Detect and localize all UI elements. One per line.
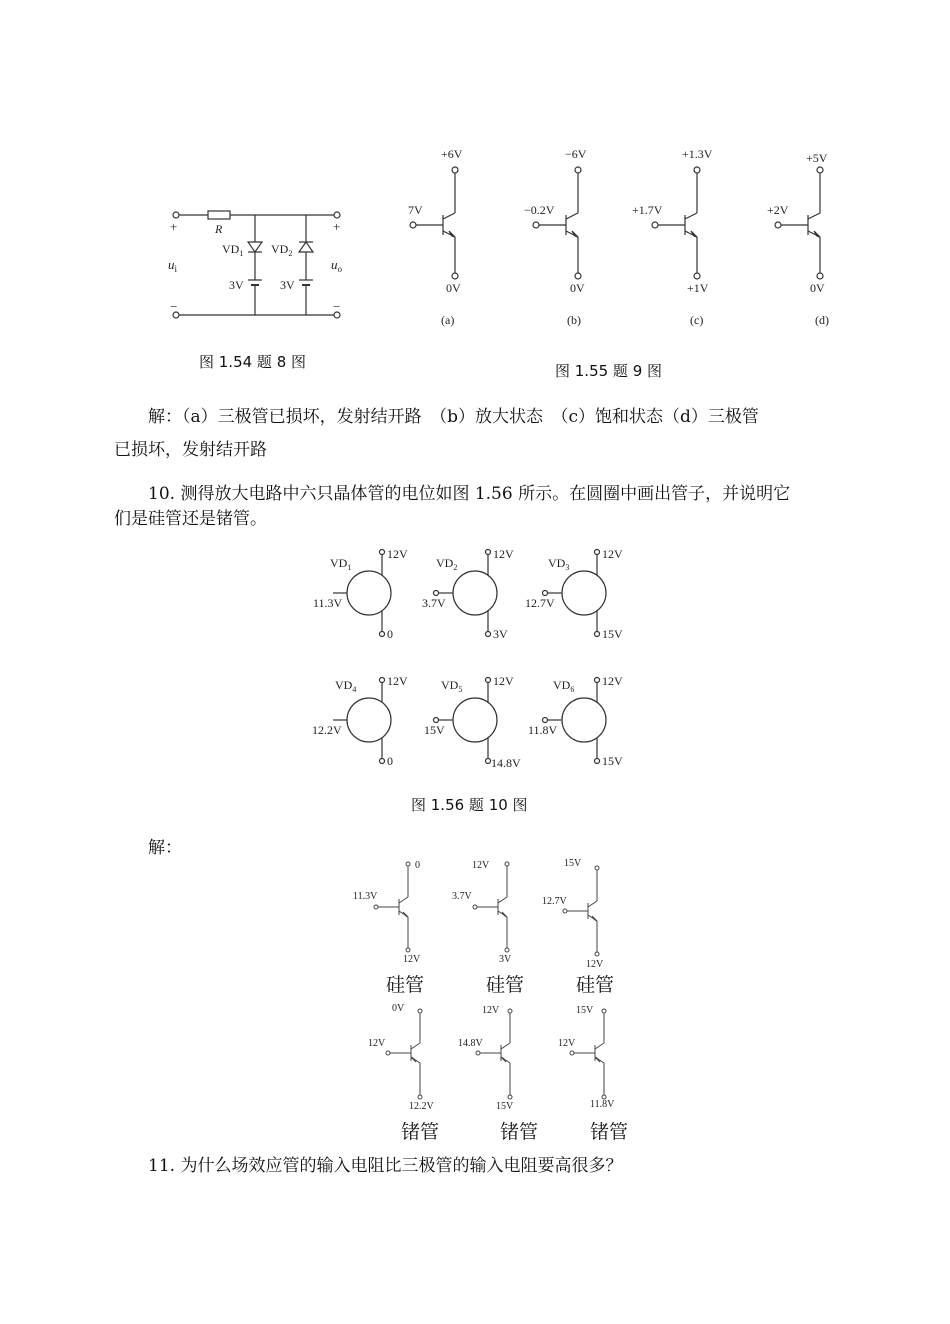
- fig156-vd3-top: 12V: [602, 547, 623, 561]
- fig156-vd1-name: $VD_1$: [330, 556, 352, 572]
- question10-line1: 10. 测得放大电路中六只晶体管的电位如图 1.56 所示。在圆圈中画出管子，并说明它: [148, 484, 791, 504]
- fig155-transistor-c: [652, 167, 700, 279]
- fig156-vd5-bottom: 14.8V: [491, 756, 521, 770]
- fig156-vd1-left: 11.3V: [313, 596, 343, 610]
- ans-t6-top: 15V: [576, 1005, 594, 1016]
- fig156-vd1-top: 12V: [387, 547, 408, 561]
- fig154-3v-left: 3V: [229, 278, 244, 292]
- fig156-circles: [333, 550, 606, 764]
- fig156-vd6-bottom: 15V: [602, 754, 623, 768]
- ans-t3-base: 12.7V: [542, 896, 567, 907]
- ans-t1-bottom: 12V: [403, 954, 421, 965]
- question10-line2: 们是硅管还是锗管。: [114, 509, 267, 529]
- fig155-b-label: (b): [567, 313, 581, 327]
- si-label-1: 硅管: [386, 974, 425, 996]
- answer9-line2: 已损坏，发射结开路: [114, 440, 267, 460]
- fig154-caption: 图 1.54 题 8 图: [199, 353, 307, 371]
- fig156-vd5-left: 15V: [424, 723, 445, 737]
- fig155-c-label: (c): [690, 313, 704, 327]
- fig156-vd6-name: $VD_6$: [553, 678, 575, 694]
- ans-t1-base: 11.3V: [353, 891, 378, 902]
- fig154-minus-right: −: [333, 299, 341, 314]
- answer10-label: 解：: [148, 838, 182, 858]
- si-label-3: 硅管: [576, 974, 615, 996]
- fig155-d-top: +5V: [806, 151, 828, 165]
- fig156-vd5-name: $VD_5$: [441, 678, 463, 694]
- fig155-caption: 图 1.55 题 9 图: [555, 362, 663, 380]
- fig155-a-bottom: 0V: [446, 281, 461, 295]
- fig155-d-bottom: 0V: [810, 281, 825, 295]
- ans-t2-top: 12V: [472, 860, 490, 871]
- fig154-plus-left: +: [170, 219, 178, 234]
- ans-t1-top: 0: [415, 860, 420, 871]
- fig155-c-top: +1.3V: [682, 147, 713, 161]
- fig154-plus-right: +: [333, 219, 341, 234]
- fig156-vd6-left: 11.8V: [528, 723, 558, 737]
- answer9-line1: 解：（a）三极管已损坏，发射结开路 （b）放大状态 （c）饱和状态（d）三极管: [148, 407, 759, 427]
- fig156-vd1-bottom: 0: [387, 627, 393, 641]
- fig154-minus-left: −: [170, 299, 178, 314]
- ge-label-1: 锗管: [401, 1121, 440, 1143]
- fig156-caption: 图 1.56 题 10 图: [411, 796, 528, 814]
- fig156-vd3-name: $VD_3$: [548, 556, 570, 572]
- fig155-a-top: +6V: [441, 147, 463, 161]
- ans-t4-bottom: 12.2V: [409, 1101, 434, 1112]
- fig155-transistor-b: [533, 167, 581, 279]
- fig154-vd1-label: $VD_1$: [222, 242, 244, 258]
- ans-t3-top: 15V: [564, 858, 582, 869]
- fig155-c-bottom: +1V: [687, 281, 709, 295]
- fig156-vd4-bottom: 0: [387, 754, 393, 768]
- fig156-vd4-top: 12V: [387, 674, 408, 688]
- fig156-vd6-top: 12V: [602, 674, 623, 688]
- fig156-vd2-top: 12V: [493, 547, 514, 561]
- fig154-vd2-label: $VD_2$: [271, 242, 293, 258]
- ge-label-3: 锗管: [590, 1121, 629, 1143]
- fig154-resistor-label: R: [215, 222, 223, 236]
- fig156-vd4-left: 12.2V: [312, 723, 342, 737]
- fig156-vd5-top: 12V: [493, 674, 514, 688]
- fig156-vd2-bottom: 3V: [493, 627, 508, 641]
- ans-t6-base: 12V: [558, 1038, 576, 1049]
- ge-label-2: 锗管: [500, 1121, 539, 1143]
- ans-t2-bottom: 3V: [499, 954, 512, 965]
- fig156-vd3-bottom: 15V: [602, 627, 623, 641]
- fig156-vd2-name: $VD_2$: [436, 556, 458, 572]
- fig154-ui-label: $u_i$: [168, 257, 178, 274]
- fig155-a-base: 7V: [408, 203, 423, 217]
- fig155-d-base: +2V: [767, 203, 789, 217]
- fig155-transistor-a: [410, 167, 458, 279]
- fig156-vd4-name: $VD_4$: [335, 678, 357, 694]
- fig156-vd2-left: 3.7V: [422, 596, 446, 610]
- fig154-circuit: [173, 211, 340, 318]
- si-label-2: 硅管: [486, 974, 525, 996]
- fig155-c-base: +1.7V: [632, 203, 663, 217]
- ans-t6-bottom: 11.8V: [590, 1099, 615, 1110]
- fig155-transistor-d: [775, 167, 823, 279]
- fig155-b-base: −0.2V: [524, 203, 555, 217]
- fig156-vd3-left: 12.7V: [525, 596, 555, 610]
- fig154-uo-label: $u_o$: [331, 257, 342, 274]
- ans-t4-base: 12V: [368, 1038, 386, 1049]
- ans-t2-base: 3.7V: [452, 891, 472, 902]
- ans-t5-top: 12V: [482, 1005, 500, 1016]
- ans-t5-bottom: 15V: [496, 1101, 514, 1112]
- fig155-b-top: −6V: [565, 147, 587, 161]
- question11: 11. 为什么场效应管的输入电阻比三极管的输入电阻要高很多？: [148, 1156, 623, 1176]
- fig155-b-bottom: 0V: [570, 281, 585, 295]
- fig155-a-label: (a): [441, 313, 455, 327]
- fig155-d-label: (d): [815, 313, 829, 327]
- ans-t3-bottom: 12V: [586, 959, 604, 970]
- fig154-3v-right: 3V: [280, 278, 295, 292]
- ans-t5-base: 14.8V: [458, 1038, 483, 1049]
- ans-t4-top: 0V: [392, 1003, 405, 1014]
